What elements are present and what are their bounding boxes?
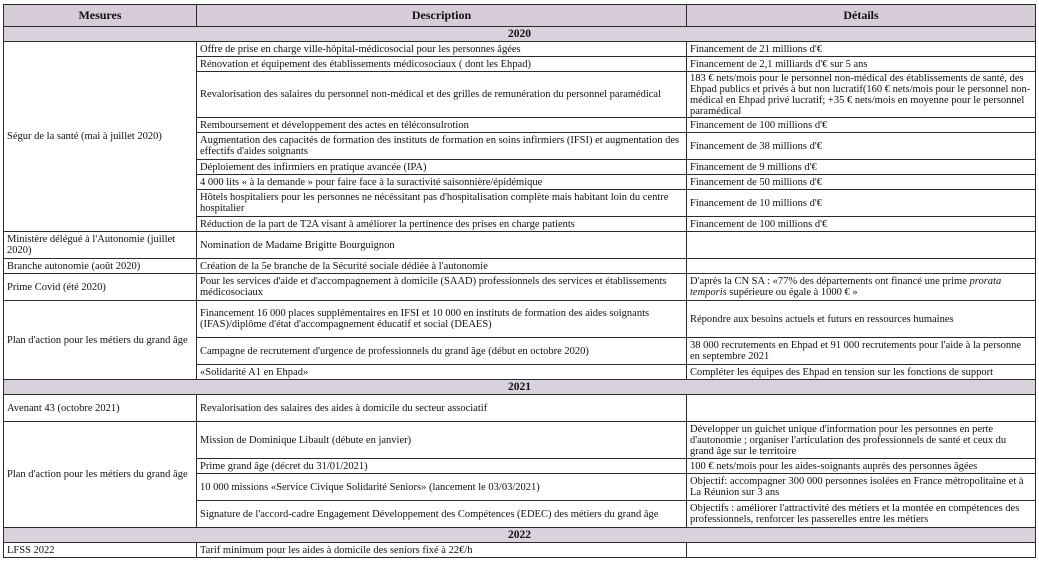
table-row bbox=[4, 274, 1036, 301]
description-cell: Remboursement et développement des actes en téléconsulrotion bbox=[197, 118, 687, 133]
description-cell: Signature de l'accord-cadre Engagement Développement des Compétences (EDEC) des métiers du grand âge bbox=[197, 501, 687, 528]
year-label-2022: 2022 bbox=[4, 528, 1036, 543]
description-cell: Tarif minimum pour les aides à domicile des seniors fixé à 22€/h bbox=[197, 543, 687, 558]
table-row bbox=[4, 301, 1036, 338]
description-cell: Hôtels hospitaliers pour les personnes ne nécéssitant pas d'hospitalisation complète mais habitant loin du centre hospitalier bbox=[197, 190, 687, 217]
detail-cell bbox=[687, 395, 1036, 422]
description-cell: Financement 16 000 places supplémentaires en IFSI et 10 000 en instituts de formation des aides soignants (IFAS)/diplôme d'état d'accompagnement éducatif et social (DEAES) bbox=[197, 301, 687, 338]
measure-lfss: LFSS 2022 bbox=[4, 543, 197, 558]
detail-cell bbox=[687, 259, 1036, 274]
year-row-2020 bbox=[4, 27, 1036, 42]
description-cell: Réduction de la part de T2A visant à améliorer la pertinence des prises en charge patients bbox=[197, 217, 687, 232]
description-cell: Revalorisation des salaires du personnel non-médical et des grilles de remunération du personnel paramédical bbox=[197, 72, 687, 118]
description-cell: Mission de Dominique Libault (débute en janvier) bbox=[197, 422, 687, 459]
detail-italic-text: prorata temporis bbox=[690, 276, 1002, 298]
description-cell: Nomination de Madame Brigitte Bourguignon bbox=[197, 232, 687, 259]
header-description: Description bbox=[197, 5, 687, 27]
table-row bbox=[4, 543, 1036, 558]
header-mesures: Mesures bbox=[4, 5, 197, 27]
detail-cell: Financement de 100 millions d'€ bbox=[687, 118, 1036, 133]
detail-cell: 100 € nets/mois pour les aides-soignants auprès des personnes âgées bbox=[687, 459, 1036, 474]
description-cell: «Solidarité A1 en Ehpad» bbox=[197, 365, 687, 380]
detail-cell: Financement de 50 millions d'€ bbox=[687, 175, 1036, 190]
description-cell: 10 000 missions «Service Civique Solidarité Seniors» (lancement le 03/03/2021) bbox=[197, 474, 687, 501]
detail-cell: Financement de 21 millions d'€ bbox=[687, 42, 1036, 57]
description-cell: Augmentation des capacités de formation des instituts de formation en soins infirmiers (IFSI) et augmentation des effectifs d'aides soignants bbox=[197, 133, 687, 160]
description-cell: Revalorisation des salaires des aides à domicile du secteur associatif bbox=[197, 395, 687, 422]
detail-cell bbox=[687, 232, 1036, 259]
description-cell: Prime grand âge (décret du 31/01/2021) bbox=[197, 459, 687, 474]
description-cell: Campagne de recrutement d'urgence de professionnels du grand âge (début en octobre 2020) bbox=[197, 338, 687, 365]
table-row bbox=[4, 232, 1036, 259]
description-cell: Déploiement des infirmiers en pratique avancée (IPA) bbox=[197, 160, 687, 175]
detail-cell: Financement de 9 millions d'€ bbox=[687, 160, 1036, 175]
header-details: Détails bbox=[687, 5, 1036, 27]
measure-plan-2021: Plan d'action pour les métiers du grand âge bbox=[4, 422, 197, 528]
detail-cell: Compléter les équipes des Ehpad en tension sur les fonctions de support bbox=[687, 365, 1036, 380]
detail-cell: 183 € nets/mois pour le personnel non-médical des établissements de santé, des Ehpad publics et privés à but non lucratif(160 € nets/mois pour le personnel non-médical en Ehpad privé lucratif; +35 € nets/mois en moyenne pour le personnel paramédical bbox=[687, 72, 1036, 118]
year-row-2021 bbox=[4, 380, 1036, 395]
detail-cell: Répondre aux besoins actuels et futurs en ressources humaines bbox=[687, 301, 1036, 338]
detail-cell: 38 000 recrutements en Ehpad et 91 000 recrutements pour l'aide à la personne en septembre 2021 bbox=[687, 338, 1036, 365]
description-cell: Offre de prise en charge ville-hôpital-médicosocial pour les personnes âgées bbox=[197, 42, 687, 57]
measure-branche: Branche autonomie (août 2020) bbox=[4, 259, 197, 274]
detail-cell: Financement de 2,1 milliards d'€ sur 5 ans bbox=[687, 57, 1036, 72]
detail-cell: Objectifs : améliorer l'attractivité des métiers et la montée en compétences des professionnels, renforcer les passerelles entre les métiers bbox=[687, 501, 1036, 528]
measures-table bbox=[3, 4, 1036, 558]
description-cell: Rénovation et équipement des établissements médicosociaux ( dont les Ehpad) bbox=[197, 57, 687, 72]
measure-plan-2020: Plan d'action pour les métiers du grand âge bbox=[4, 301, 197, 380]
detail-cell bbox=[687, 274, 1036, 301]
year-row-2022 bbox=[4, 528, 1036, 543]
detail-cell: Objectif: accompagner 300 000 personnes isolées en France métropolitaine et à La Réunion sur 3 ans bbox=[687, 474, 1036, 501]
measure-ministere: Ministère délégué à l'Autonomie (juillet 2020) bbox=[4, 232, 197, 259]
detail-cell: Financement de 100 millions d'€ bbox=[687, 217, 1036, 232]
description-cell: Pour les services d'aide et d'accompagnement à domicile (SAAD) professionnels des services et établissements médicosociaux bbox=[197, 274, 687, 301]
detail-cell: Développer un guichet unique d'information pour les personnes en perte d'autonomie ; organiser l'articulation des professionnels de santé et ceux du grand âge sur le territoire bbox=[687, 422, 1036, 459]
description-cell: Création de la 5e branche de la Sécurité sociale dédiée à l'autonomie bbox=[197, 259, 687, 274]
year-label-2020: 2020 bbox=[4, 27, 1036, 42]
description-cell: 4 000 lits « à la demande » pour faire face à la suractivité saisonnière/épidémique bbox=[197, 175, 687, 190]
measure-prime-covid: Prime Covid (été 2020) bbox=[4, 274, 197, 301]
detail-text: D'après la CN SA : «77% des départements ont financé une prime bbox=[690, 276, 967, 287]
measure-segur: Ségur de la santé (mai à juillet 2020) bbox=[4, 42, 197, 232]
detail-cell bbox=[687, 543, 1036, 558]
detail-cell: Financement de 10 millions d'€ bbox=[687, 190, 1036, 217]
table-row bbox=[4, 42, 1036, 57]
table-row bbox=[4, 259, 1036, 274]
table-row bbox=[4, 395, 1036, 422]
year-label-2021: 2021 bbox=[4, 380, 1036, 395]
table-row bbox=[4, 422, 1036, 459]
detail-cell: Financement de 38 millions d'€ bbox=[687, 133, 1036, 160]
header-row bbox=[4, 5, 1036, 27]
detail-text: supérieure ou égale à 1000 € » bbox=[726, 287, 858, 298]
measure-avenant: Avenant 43 (octobre 2021) bbox=[4, 395, 197, 422]
